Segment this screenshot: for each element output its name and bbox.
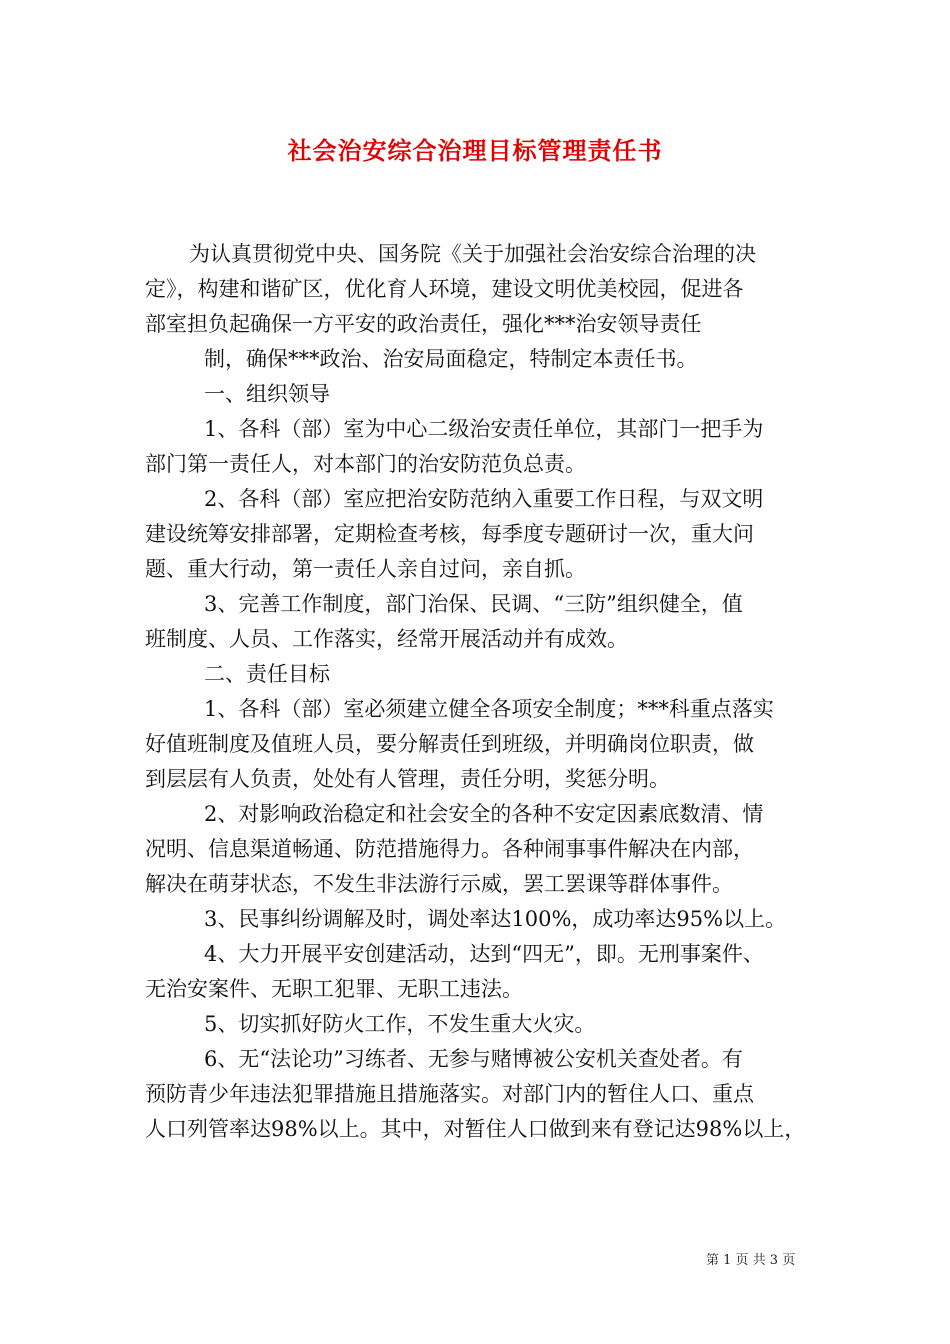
paragraph-line: 部门第一责任人，对本部门的治安防范负总责。 — [145, 452, 586, 476]
paragraph-line: 2、对影响政治稳定和社会安全的各种不安定因素底数清、情 — [204, 802, 764, 826]
section-heading: 二、责任目标 — [204, 662, 330, 686]
paragraph-line: 为认真贯彻党中央、国务院《关于加强社会治安综合治理的决 — [189, 242, 756, 266]
paragraph-line: 2、各科（部）室应把治安防范纳入重要工作日程，与双文明 — [204, 487, 764, 511]
paragraph-line: 况明、信息渠道畅通、防范措施得力。各种闹事事件解决在内部， — [145, 837, 754, 861]
paragraph-line: 题、重大行动，第一责任人亲自过问，亲自抓。 — [145, 557, 586, 581]
paragraph-line: 4、大力开展平安创建活动，达到“四无”，即。无刑事案件、 — [204, 942, 764, 966]
paragraph-line: 3、完善工作制度，部门治保、民调、“三防”组织健全，值 — [204, 592, 743, 616]
document-body — [145, 237, 811, 1147]
paragraph-line: 5、切实抓好防火工作，不发生重大火灾。 — [204, 1012, 596, 1036]
paragraph-line: 到层层有人负责，处处有人管理，责任分明，奖惩分明。 — [145, 767, 670, 791]
paragraph-line: 人口列管率达98%以上。其中，对暂住人口做到来有登记达98%以上， — [145, 1117, 806, 1141]
paragraph-line: 班制度、人员、工作落实，经常开展活动并有成效。 — [145, 627, 628, 651]
paragraph-line: 定》，构建和谐矿区，优化育人环境，建设文明优美校园，促进各 — [145, 277, 744, 301]
paragraph-line: 1、各科（部）室必须建立健全各项安全制度；***科重点落实 — [204, 697, 774, 721]
document-title: 社会治安综合治理目标管理责任书 — [287, 136, 663, 165]
paragraph-line: 制，确保***政治、治安局面稳定，特制定本责任书。 — [204, 347, 698, 371]
paragraph-line: 6、无“法论功”习练者、无参与赌博被公安机关查处者。有 — [204, 1047, 743, 1071]
paragraph-line: 建设统筹安排部署，定期检查考核，每季度专题研讨一次，重大问 — [145, 522, 754, 546]
paragraph-line: 好值班制度及值班人员，要分解责任到班级，并明确岗位职责，做 — [145, 732, 754, 756]
paragraph-line: 部室担负起确保一方平安的政治责任，强化***治安领导责任 — [145, 312, 702, 336]
paragraph-line: 3、民事纠纷调解及时，调处率达100%，成功率达95%以上。 — [204, 907, 787, 931]
paragraph-line: 解决在萌芽状态，不发生非法游行示威，罢工罢课等群体事件。 — [145, 872, 733, 896]
section-heading: 一、组织领导 — [204, 382, 330, 406]
paragraph-line: 无治安案件、无职工犯罪、无职工违法。 — [145, 977, 523, 1001]
paragraph-line: 预防青少年违法犯罪措施且措施落实。对部门内的暂住人口、重点 — [145, 1082, 754, 1106]
paragraph-line: 1、各科（部）室为中心二级治安责任单位，其部门一把手为 — [204, 417, 764, 441]
page-number: 第 1 页 共 3 页 — [706, 1253, 796, 1268]
